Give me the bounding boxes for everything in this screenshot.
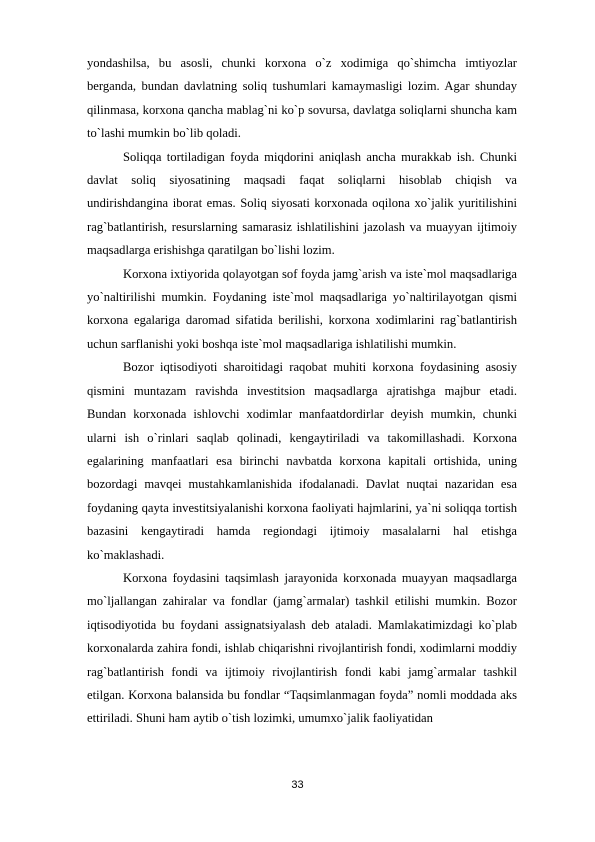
paragraph-1: yondashilsa, bu asosli, chunki korxona o`z xodimiga qo`shimcha imtiyozlar berganda, bundan davlatning soliq tushumlari kamaymasligi lozim. Agar shunday qilinmasa, korxona qancha mablag`ni ko`p sovursa, davlatga soliqlarni shuncha kam to`lashi mumkin bo`lib qoladi. (87, 56, 517, 141)
document-body (87, 52, 517, 731)
paragraph-3: Korxona ixtiyorida qolayotgan sof foyda jamg`arish va iste`mol maqsadlariga yo`naltirilishi mumkin. Foydaning iste`mol maqsadlariga yo`naltirilayotgan qismi korxona egalariga daromad sifatida berilishi, korxona xodimlarini rag`batlantirish uchun sarflanishi yoki boshqa iste`mol maqsadlariga ishlatilishi mumkin. (87, 266, 517, 351)
page-number: 33 (291, 779, 304, 791)
paragraph-4: Bozor iqtisodiyoti sharoitidagi raqobat muhiti korxona foydasining asosiy qismini muntazam ravishda investitsion maqsadlarga ajratishga majbur etadi. Bundan korxonada ishlovchi xodimlar manfaatdordirlar deyish mumkin, chunki ularni ish o`rinlari saqlab qolinadi, kengaytiriladi va takomillashadi. Korxona egalarining manfaatlari esa birinchi navbatda korxona kapitali ortishida, uning bozordagi mavqei mustahkamlanishida ifodalanadi. Davlat nuqtai nazaridan esa foydaning qayta investitsiyalanishi korxona faoliyati hajmlarini, ya`ni soliqqa tortish bazasini kengaytiradi hamda regiondagi ijtimoiy masalalarni hal etishga ko`maklashadi. (87, 360, 517, 562)
paragraph-5: Korxona foydasini taqsimlash jarayonida korxonada muayyan maqsadlarga mo`ljallangan zahiralar va fondlar (jamg`armalar) tashkil etilishi mumkin. Bozor iqtisodiyotida bu foydani assignatsiyalash deb ataladi. Mamlakatimizdagi ko`plab korxonalarda zahira fondi, ishlab chiqarishni rivojlantirish fondi, xodimlarni moddiy rag`batlantirish fondi va ijtimoiy rivojlantirish fondi kabi jamg`armalar tashkil etilgan. Korxona balansida bu fondlar “Taqsimlanmagan foyda” nomli moddada aks ettiriladi. Shuni ham aytib o`tish lozimki, umumxo`jalik faoliyatidan (87, 570, 517, 726)
paragraph-2: Soliqqa tortiladigan foyda miqdorini aniqlash ancha murakkab ish. Chunki davlat soliq siyosatining maqsadi faqat soliqlarni hisoblab chiqish va undirishdangina iborat emas. Soliq siyosati korxonada oqilona xo`jalik yuritilishini rag`batlantirish, resurslarning samarasiz ishlatilishini jazolash va muayyan ijtimoiy maqsadlarga erishishga qaratilgan bo`lishi lozim. (87, 149, 517, 258)
